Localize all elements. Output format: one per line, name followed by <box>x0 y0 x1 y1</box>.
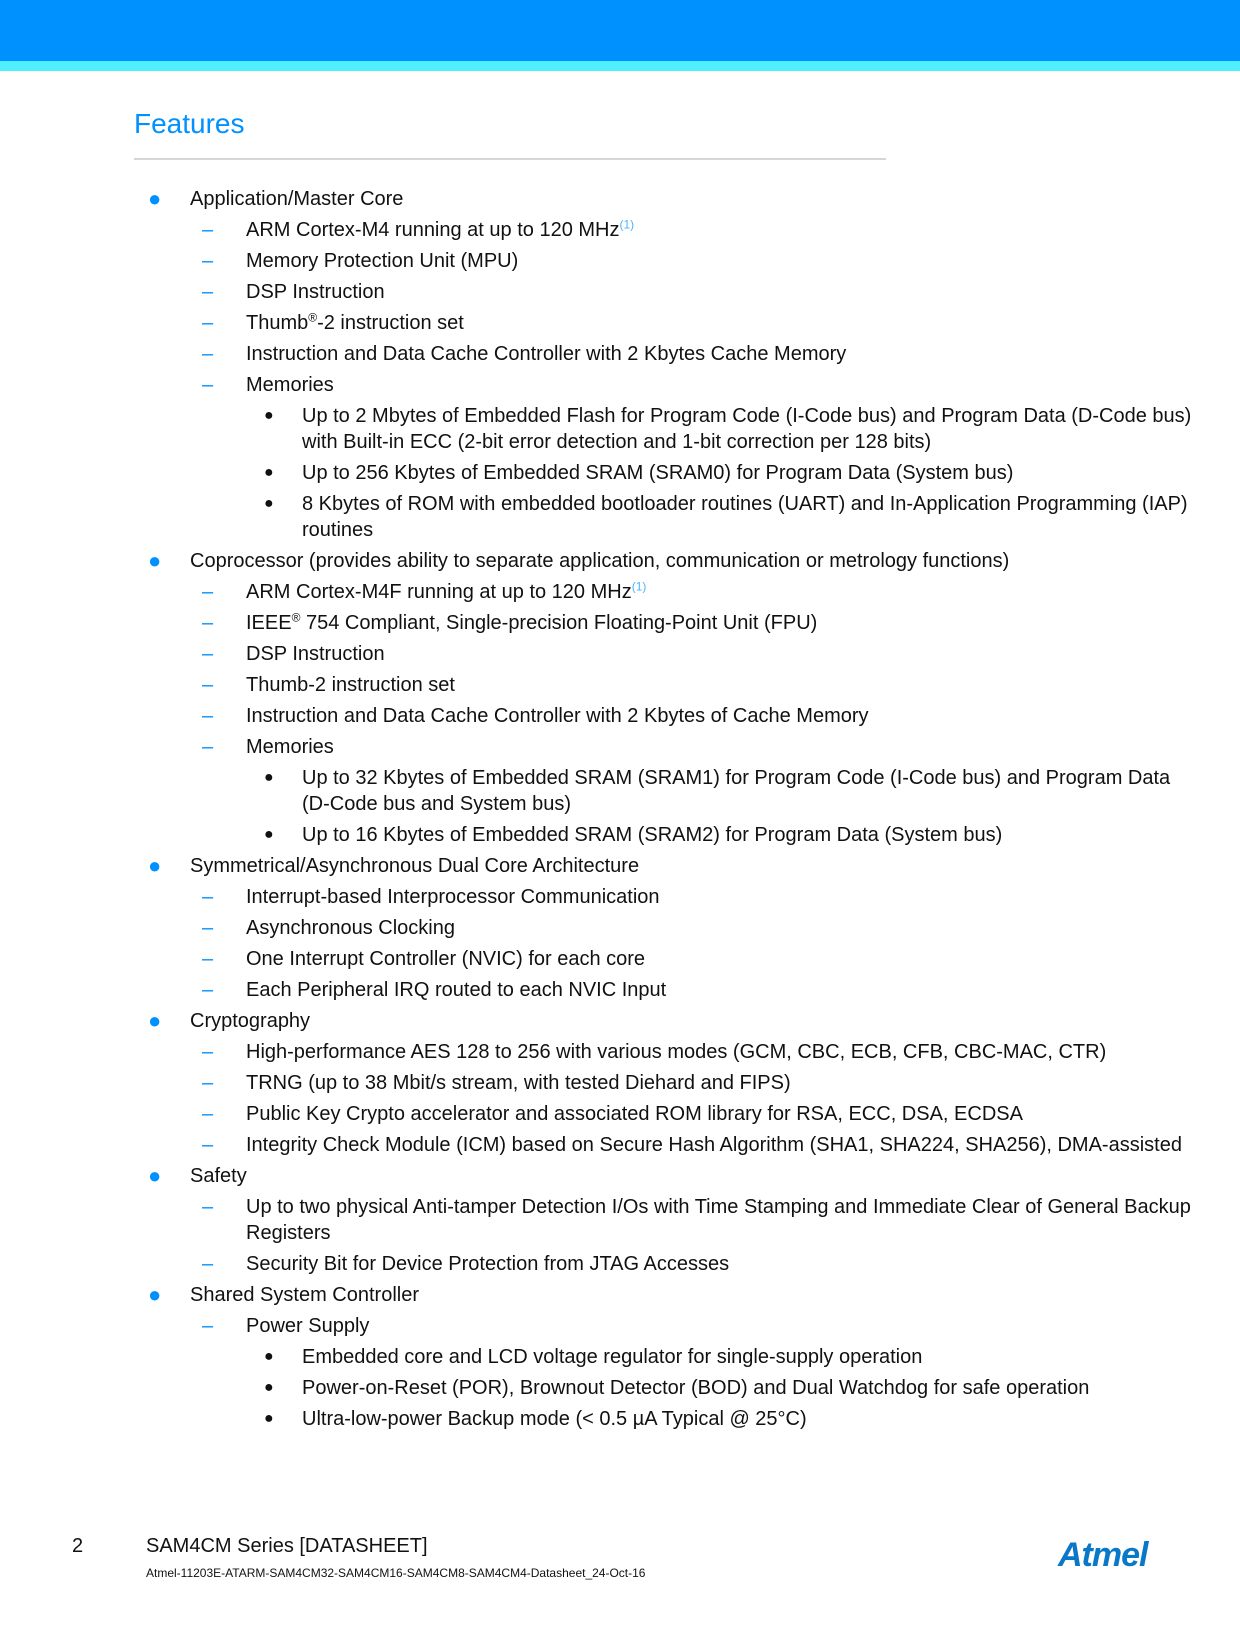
feature-item <box>134 607 1194 638</box>
feature-item <box>134 369 1194 400</box>
item-text: Coprocessor (provides ability to separate application, communication or metrology functions) <box>190 549 1010 572</box>
item-text: ARM Cortex-M4 running at up to 120 MHz <box>246 218 620 241</box>
item-text: Cryptography <box>190 1009 311 1032</box>
feature-section <box>134 1005 1194 1036</box>
dash-icon: – <box>202 1133 214 1156</box>
registered-mark: ® <box>308 309 318 324</box>
feature-item <box>134 1036 1194 1067</box>
bullet-icon: ● <box>264 1347 274 1365</box>
item-text: Instruction and Data Cache Controller with 2 Kbytes Cache Memory <box>246 342 847 365</box>
page-title: Features <box>134 108 245 139</box>
dash-icon: – <box>202 342 214 365</box>
item-text-suffix: -2 instruction set <box>317 311 464 334</box>
feature-item <box>134 1310 1194 1341</box>
item-text: Shared System Controller <box>190 1283 419 1306</box>
dash-icon: – <box>202 673 214 696</box>
feature-section <box>134 1279 1194 1310</box>
feature-item <box>134 974 1194 1005</box>
item-text: DSP Instruction <box>246 642 385 665</box>
dash-icon: – <box>202 978 214 1001</box>
features-list <box>134 183 1194 1434</box>
item-text-suffix: 754 Compliant, Single-precision Floating-Point Unit (FPU) <box>300 611 818 634</box>
item-text: Each Peripheral IRQ routed to each NVIC Input <box>246 978 667 1001</box>
feature-item <box>134 1191 1194 1248</box>
feature-section <box>134 183 1194 214</box>
item-text: Integrity Check Module (ICM) based on Secure Hash Algorithm (SHA1, SHA224, SHA256), DMA-assisted <box>246 1133 1182 1156</box>
feature-item <box>134 1248 1194 1279</box>
atmel-logo: Atmel <box>1058 1536 1148 1574</box>
dash-icon: – <box>202 1195 214 1218</box>
feature-item <box>134 276 1194 307</box>
bullet-icon: ● <box>148 1162 162 1188</box>
item-text: Up to 256 Kbytes of Embedded SRAM (SRAM0) for Program Data (System bus) <box>302 461 1014 484</box>
item-text: DSP Instruction <box>246 280 385 303</box>
feature-item <box>134 214 1194 245</box>
item-text: Application/Master Core <box>190 187 404 210</box>
feature-subitem <box>134 819 1194 850</box>
item-text: Thumb <box>246 311 309 334</box>
item-text: Up to 32 Kbytes of Embedded SRAM (SRAM1) for Program Code (I-Code bus) and Program Data (D-Code bus and System bus) <box>302 766 1171 815</box>
dash-icon: – <box>202 580 214 603</box>
item-text: Asynchronous Clocking <box>246 916 455 939</box>
title-divider <box>134 158 886 160</box>
feature-section <box>134 1160 1194 1191</box>
feature-subitem <box>134 1403 1194 1434</box>
dash-icon: – <box>202 249 214 272</box>
item-text: One Interrupt Controller (NVIC) for each core <box>246 947 646 970</box>
dash-icon: – <box>202 642 214 665</box>
feature-subitem <box>134 488 1194 545</box>
feature-item <box>134 1098 1194 1129</box>
feature-item <box>134 700 1194 731</box>
bullet-icon: ● <box>264 825 274 843</box>
feature-item <box>134 638 1194 669</box>
dash-icon: – <box>202 1252 214 1275</box>
feature-item <box>134 669 1194 700</box>
header-bar <box>0 0 1240 61</box>
footer-doc-id: Atmel-11203E-ATARM-SAM4CM32-SAM4CM16-SAM4CM8-SAM4CM4-Datasheet_24-Oct-16 <box>146 1566 646 1580</box>
item-text: Memory Protection Unit (MPU) <box>246 249 519 272</box>
feature-item <box>134 731 1194 762</box>
bullet-icon: ● <box>148 1281 162 1307</box>
bullet-icon: ● <box>148 1007 162 1033</box>
dash-icon: – <box>202 885 214 908</box>
feature-item <box>134 307 1194 338</box>
registered-mark: ® <box>291 609 301 624</box>
bullet-icon: ● <box>264 494 274 512</box>
feature-item <box>134 1129 1194 1160</box>
item-text: Power-on-Reset (POR), Brownout Detector (BOD) and Dual Watchdog for safe operation <box>302 1376 1090 1399</box>
dash-icon: – <box>202 280 214 303</box>
dash-icon: – <box>202 1102 214 1125</box>
item-text: 8 Kbytes of ROM with embedded bootloader routines (UART) and In-Application Programming (IAP) routines <box>302 492 1188 541</box>
dash-icon: – <box>202 218 214 241</box>
feature-section <box>134 850 1194 881</box>
dash-icon: – <box>202 373 214 396</box>
item-text: IEEE <box>246 611 292 634</box>
item-text: Memories <box>246 373 334 396</box>
feature-section <box>134 545 1194 576</box>
dash-icon: – <box>202 735 214 758</box>
footnote-ref: (1) <box>619 216 635 231</box>
bullet-icon: ● <box>264 1378 274 1396</box>
dash-icon: – <box>202 311 214 334</box>
feature-item <box>134 943 1194 974</box>
feature-item <box>134 576 1194 607</box>
item-text: Up to two physical Anti-tamper Detection I/Os with Time Stamping and Immediate Clear of General Backup Registers <box>246 1195 1191 1244</box>
bullet-icon: ● <box>148 852 162 878</box>
feature-item <box>134 1067 1194 1098</box>
feature-item <box>134 245 1194 276</box>
item-text: ARM Cortex-M4F running at up to 120 MHz <box>246 580 632 603</box>
dash-icon: – <box>202 611 214 634</box>
item-text: Power Supply <box>246 1314 370 1337</box>
item-text: High-performance AES 128 to 256 with various modes (GCM, CBC, ECB, CFB, CBC-MAC, CTR) <box>246 1040 1107 1063</box>
feature-subitem <box>134 400 1194 457</box>
item-text: Ultra-low-power Backup mode (< 0.5 µA Typical @ 25°C) <box>302 1407 807 1430</box>
item-text: Up to 2 Mbytes of Embedded Flash for Program Code (I-Code bus) and Program Data (D-Code bus) with Built-in ECC (2-bit error detection and 1-bit correction per 128 bits) <box>302 404 1192 453</box>
dash-icon: – <box>202 947 214 970</box>
item-text: Up to 16 Kbytes of Embedded SRAM (SRAM2) for Program Data (System bus) <box>302 823 1003 846</box>
bullet-icon: ● <box>264 768 274 786</box>
feature-subitem <box>134 1372 1194 1403</box>
feature-item <box>134 912 1194 943</box>
item-text: TRNG (up to 38 Mbit/s stream, with tested Diehard and FIPS) <box>246 1071 791 1094</box>
footer-title: SAM4CM Series [DATASHEET] <box>146 1535 428 1557</box>
item-text: Safety <box>190 1164 247 1187</box>
bullet-icon: ● <box>264 406 274 424</box>
item-text: Public Key Crypto accelerator and associated ROM library for RSA, ECC, DSA, ECDSA <box>246 1102 1023 1125</box>
item-text: Embedded core and LCD voltage regulator for single-supply operation <box>302 1345 923 1368</box>
dash-icon: – <box>202 1314 214 1337</box>
header-band <box>0 61 1240 71</box>
bullet-icon: ● <box>148 547 162 573</box>
dash-icon: – <box>202 704 214 727</box>
item-text: Thumb-2 instruction set <box>246 673 455 696</box>
bullet-icon: ● <box>264 1409 274 1427</box>
feature-item <box>134 338 1194 369</box>
page-number: 2 <box>72 1535 84 1557</box>
dash-icon: – <box>202 1071 214 1094</box>
item-text: Memories <box>246 735 334 758</box>
item-text: Interrupt-based Interprocessor Communication <box>246 885 660 908</box>
feature-item <box>134 881 1194 912</box>
feature-subitem <box>134 457 1194 488</box>
dash-icon: – <box>202 916 214 939</box>
dash-icon: – <box>202 1040 214 1063</box>
feature-subitem <box>134 1341 1194 1372</box>
item-text: Instruction and Data Cache Controller with 2 Kbytes of Cache Memory <box>246 704 869 727</box>
feature-subitem <box>134 762 1194 819</box>
bullet-icon: ● <box>148 185 162 211</box>
item-text: Security Bit for Device Protection from JTAG Accesses <box>246 1252 730 1275</box>
bullet-icon: ● <box>264 463 274 481</box>
item-text: Symmetrical/Asynchronous Dual Core Architecture <box>190 854 640 877</box>
footnote-ref: (1) <box>631 578 647 593</box>
